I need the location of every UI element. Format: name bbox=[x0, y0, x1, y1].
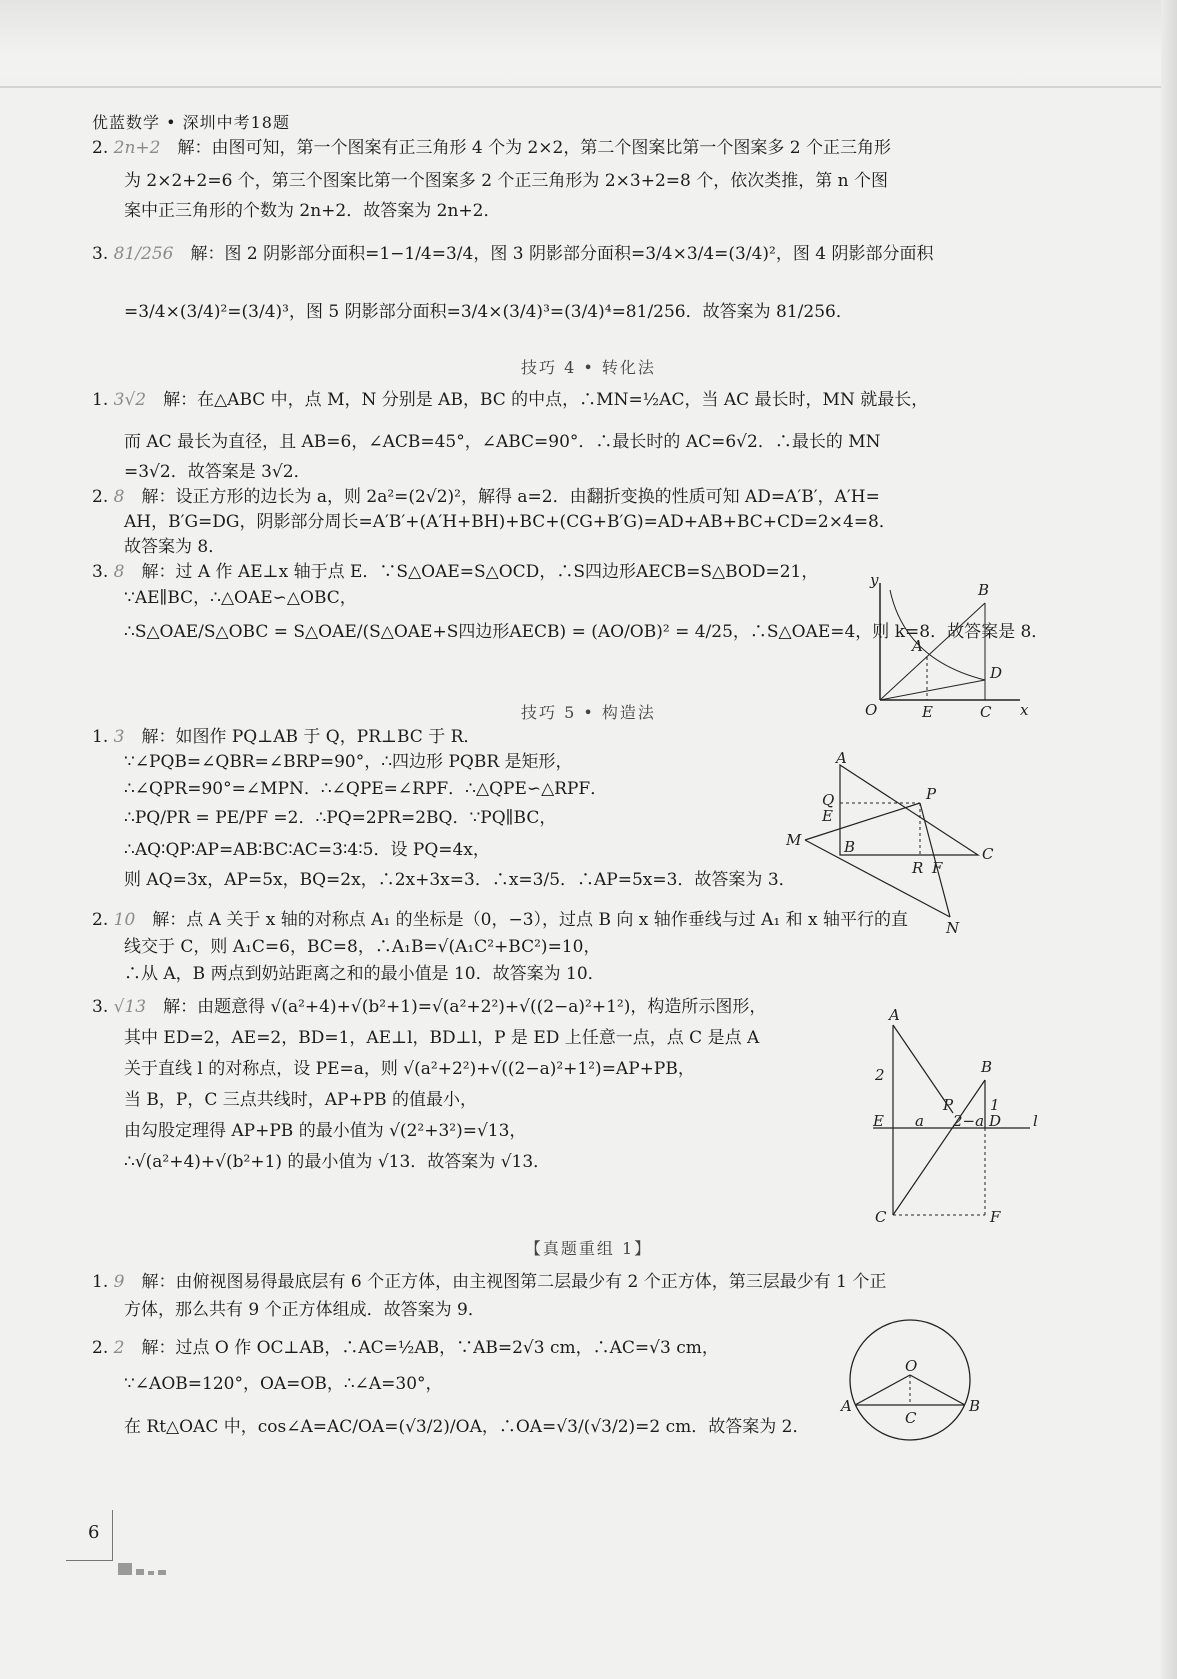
item-number: 1. bbox=[92, 727, 109, 747]
label-b: B bbox=[844, 838, 856, 856]
answer-line-d2 bbox=[124, 510, 896, 534]
answer-value: 8 bbox=[113, 487, 125, 507]
solution-text: AH，B′G=DG，阴影部分周长=A′B′+(A′H+BH)+BC+(CG+B′G)=AD+AB+BC+CD=2×4=8． bbox=[124, 512, 896, 532]
scan-right-edge bbox=[1161, 0, 1177, 1679]
item-number: 2. bbox=[92, 487, 109, 507]
solution-text: 方体，那么共有 9 个正方体组成．故答案为 9． bbox=[124, 1300, 485, 1320]
solution-text: 解：点 A 关于 x 轴的对称点 A₁ 的坐标是（0，−3），过点 B 向 x 轴作垂线与过 A₁ 和 x 轴平行的直 bbox=[152, 910, 909, 930]
label-a-len: a bbox=[915, 1112, 924, 1130]
solution-text: ∴∠QPR=90°=∠MPN．∴∠QPE=∠RPF．∴△QPE∽△RPF． bbox=[124, 779, 608, 799]
answer-value: 3√2 bbox=[113, 390, 147, 410]
answer-line-f1 bbox=[92, 725, 480, 749]
line-oa bbox=[855, 1375, 910, 1405]
label-b: B bbox=[978, 581, 990, 599]
solution-text: ∴AQ∶QP∶AP=AB∶BC∶AC=3∶4∶5．设 PQ=4x， bbox=[124, 840, 490, 860]
figure-coordinate bbox=[860, 571, 1030, 725]
label-d: D bbox=[990, 664, 1003, 682]
answer-line-d1 bbox=[92, 485, 880, 509]
label-o: O bbox=[865, 701, 878, 719]
solution-text: 解：由图可知，第一个图案有正三角形 4 个为 2×2，第二个图案比第一个图案多 2 个正三角形 bbox=[177, 138, 891, 158]
answer-line-g3 bbox=[124, 962, 605, 986]
answer-line-b1 bbox=[92, 242, 933, 266]
solution-text: ∵∠PQB=∠QBR=∠BRP=90°，∴四边形 PQBR 是矩形， bbox=[124, 752, 573, 772]
label-x: x bbox=[1020, 701, 1029, 719]
item-number: 1. bbox=[92, 390, 109, 410]
label-n: N bbox=[946, 919, 960, 937]
item-number: 3. bbox=[92, 997, 109, 1017]
label-b: B bbox=[981, 1058, 993, 1076]
solution-text: 线交于 C，则 A₁C=6，BC=8，∴A₁B=√(A₁C²+BC²)=10， bbox=[124, 937, 601, 957]
line-mn bbox=[805, 840, 950, 917]
figure-circle bbox=[835, 1305, 985, 1455]
answer-line-f3 bbox=[124, 777, 607, 801]
answer-line-c3 bbox=[124, 460, 311, 484]
solution-text: ∴从 A，B 两点到奶站距离之和的最小值是 10．故答案为 10． bbox=[124, 964, 605, 984]
triangle-abc bbox=[840, 765, 978, 855]
item-number: 3. bbox=[92, 244, 109, 264]
answer-line-i2 bbox=[124, 1298, 485, 1322]
answer-line-d3 bbox=[124, 535, 225, 559]
solution-text: ∴√(a²+4)+√(b²+1) 的最小值为 √13．故答案为 √13． bbox=[124, 1152, 551, 1172]
line-ob bbox=[880, 603, 985, 700]
label-c: C bbox=[905, 1409, 917, 1427]
label-o: O bbox=[905, 1357, 918, 1375]
page-header: 优蓝数学 • 深圳中考18题 bbox=[92, 113, 290, 132]
item-number: 2. bbox=[92, 1338, 109, 1358]
answer-line-j1 bbox=[92, 1336, 719, 1360]
answer-line-h1 bbox=[92, 995, 766, 1019]
label-f: F bbox=[990, 1208, 1001, 1226]
label-2: 2 bbox=[875, 1066, 885, 1084]
label-a: A bbox=[889, 1006, 900, 1024]
section-title-s5: 技巧 5 • 构造法 bbox=[521, 703, 656, 722]
label-e: E bbox=[822, 807, 833, 825]
label-c: C bbox=[875, 1208, 887, 1226]
answer-line-i1 bbox=[92, 1270, 886, 1294]
scan-top-band bbox=[0, 0, 1177, 92]
label-y: y bbox=[870, 571, 879, 589]
solution-text: ∵∠AOB=120°，OA=OB，∴∠A=30°， bbox=[124, 1374, 443, 1394]
answer-line-h5 bbox=[124, 1119, 526, 1143]
label-f: F bbox=[932, 859, 943, 877]
answer-line-j3 bbox=[124, 1415, 809, 1439]
solution-text: =3√2．故答案是 3√2． bbox=[124, 462, 311, 482]
label-1: 1 bbox=[990, 1096, 1000, 1114]
solution-text: ∴PQ/PR = PE/PF =2．∴PQ=2PR=2BQ．∵PQ∥BC， bbox=[124, 808, 557, 828]
figure-triangles bbox=[780, 749, 1000, 937]
solution-text: 解：图 2 阴影部分面积=1−1/4=3/4，图 3 阴影部分面积=3/4×3/4=(3/4)²，图 4 阴影部分面积 bbox=[190, 244, 934, 264]
solution-text: =3/4×(3/4)²=(3/4)³，图 5 阴影部分面积=3/4×(3/4)³=(3/4)⁴=81/256．故答案为 81/256． bbox=[124, 302, 853, 322]
solution-text: 在 Rt△OAC 中，cos∠A=AC/OA=(√3/2)/OA，∴OA=√3/(√3/2)=2 cm．故答案为 2． bbox=[124, 1417, 810, 1437]
answer-line-f5 bbox=[124, 838, 490, 862]
item-number: 2. bbox=[92, 138, 109, 158]
label-m: M bbox=[786, 831, 802, 849]
answer-value: 10 bbox=[113, 910, 136, 930]
label-a: A bbox=[912, 637, 923, 655]
section-title-zt: 【真题重组 1】 bbox=[524, 1239, 653, 1258]
answer-line-h4 bbox=[124, 1088, 477, 1112]
answer-line-a2 bbox=[124, 169, 888, 193]
label-r: R bbox=[912, 859, 924, 877]
label-p: P bbox=[943, 1096, 954, 1114]
solution-text: 由勾股定理得 AP+PB 的最小值为 √(2²+3²)=√13， bbox=[124, 1121, 527, 1141]
label-q: Q bbox=[822, 791, 835, 809]
solution-text: ∴S△OAE/S△OBC = S△OAE/(S△OAE+S四边形AECB) = (AO/OB)² = 4/25，∴S△OAE=4，则 k=8．故答案是 8． bbox=[124, 622, 1049, 642]
item-number: 2. bbox=[92, 910, 109, 930]
answer-line-f6 bbox=[124, 868, 796, 892]
section-title-s4: 技巧 4 • 转化法 bbox=[521, 358, 656, 377]
solution-text: 解：过点 O 作 OC⊥AB，∴AC=½AB，∵AB=2√3 cm，∴AC=√3 cm， bbox=[141, 1338, 719, 1358]
answer-value: 2n+2 bbox=[113, 138, 161, 158]
scan-top-line bbox=[0, 86, 1177, 88]
answer-line-c1 bbox=[92, 388, 928, 412]
answer-line-b2 bbox=[124, 300, 853, 324]
solution-text: 关于直线 l 的对称点，设 PE=a，则 √(a²+2²)+√((2−a)²+1²)=AP+PB， bbox=[124, 1059, 695, 1079]
solution-text: 故答案为 8． bbox=[124, 537, 226, 557]
solution-text: 而 AC 最长为直径，且 AB=6，∠ACB=45°，∠ABC=90°．∴最长时的 AC=6√2．∴最长的 MN bbox=[124, 432, 881, 452]
answer-line-a3 bbox=[124, 199, 500, 223]
solution-text: 解：过 A 作 AE⊥x 轴于点 E．∵S△OAE=S△OCD，∴S四边形AECB=S△BOD=21， bbox=[141, 562, 819, 582]
solution-text: 解：设正方形的边长为 a，则 2a²=(2√2)²，解得 a=2．由翻折变换的性质可知 AD=A′B′，A′H= bbox=[141, 487, 880, 507]
scan-marks bbox=[118, 1560, 170, 1579]
answer-value: 8 bbox=[113, 562, 125, 582]
solution-text: 解：在△ABC 中，点 M，N 分别是 AB，BC 的中点，∴MN=½AC，当 AC 最长时，MN 就最长， bbox=[163, 390, 929, 410]
answer-line-e2 bbox=[124, 586, 357, 610]
solution-text: 解：如图作 PQ⊥AB 于 Q，PR⊥BC 于 R． bbox=[141, 727, 481, 747]
label-2-a: 2−a bbox=[953, 1112, 985, 1130]
hyperbola bbox=[890, 590, 985, 680]
label-a: A bbox=[836, 749, 847, 767]
solution-text: ∵AE∥BC，∴△OAE∽△OBC， bbox=[124, 588, 357, 608]
answer-value: 3 bbox=[113, 727, 125, 747]
answer-value: 81/256 bbox=[113, 244, 174, 264]
label-a: A bbox=[841, 1397, 852, 1415]
label-e: E bbox=[873, 1112, 884, 1130]
solution-text: 当 B，P，C 三点共线时，AP+PB 的值最小， bbox=[124, 1090, 478, 1110]
label-b: B bbox=[969, 1397, 981, 1415]
label-c: C bbox=[980, 703, 992, 721]
answer-line-a1 bbox=[92, 136, 891, 160]
answer-line-h6 bbox=[124, 1150, 550, 1174]
answer-line-j2 bbox=[124, 1372, 443, 1396]
solution-text: 则 AQ=3x，AP=5x，BQ=2x，∴2x+3x=3．∴x=3/5．∴AP=5x=3．故答案为 3． bbox=[124, 870, 796, 890]
answer-line-e1 bbox=[92, 560, 818, 584]
answer-line-g2 bbox=[124, 935, 600, 959]
solution-text: 为 2×2+2=6 个，第三个图案比第一个图案多 2 个正三角形为 2×3+2=8 个，依次类推，第 n 个图 bbox=[124, 171, 888, 191]
line-ob bbox=[910, 1375, 965, 1405]
item-number: 1. bbox=[92, 1272, 109, 1292]
answer-line-h3 bbox=[124, 1057, 695, 1081]
answer-line-f2 bbox=[124, 750, 573, 774]
solution-text: 解：由俯视图易得最底层有 6 个正方体，由主视图第二层最少有 2 个正方体，第三层最少有 1 个正 bbox=[141, 1272, 887, 1292]
answer-line-c2 bbox=[124, 430, 881, 454]
solution-text: 其中 ED=2，AE=2，BD=1，AE⊥l，BD⊥l，P 是 ED 上任意一点，点 C 是点 A bbox=[124, 1028, 760, 1048]
answer-value: 9 bbox=[113, 1272, 125, 1292]
answer-line-h2 bbox=[124, 1026, 759, 1050]
label-l: l bbox=[1033, 1112, 1038, 1130]
line-cb bbox=[893, 1080, 985, 1215]
answer-value: √13 bbox=[113, 997, 147, 1017]
solution-text: 案中正三角形的个数为 2n+2．故答案为 2n+2． bbox=[124, 201, 501, 221]
answer-line-f4 bbox=[124, 806, 556, 830]
label-p: P bbox=[926, 785, 937, 803]
item-number: 3. bbox=[92, 562, 109, 582]
line-od bbox=[880, 680, 985, 700]
page-number: 6 bbox=[88, 1522, 100, 1543]
label-d: D bbox=[989, 1112, 1002, 1130]
solution-text: 解：由题意得 √(a²+4)+√(b²+1)=√(a²+2²)+√((2−a)²+1²)，构造所示图形， bbox=[163, 997, 767, 1017]
label-c: C bbox=[982, 845, 994, 863]
label-e: E bbox=[922, 703, 933, 721]
answer-value: 2 bbox=[113, 1338, 125, 1358]
figure-construction bbox=[865, 1006, 1045, 1226]
